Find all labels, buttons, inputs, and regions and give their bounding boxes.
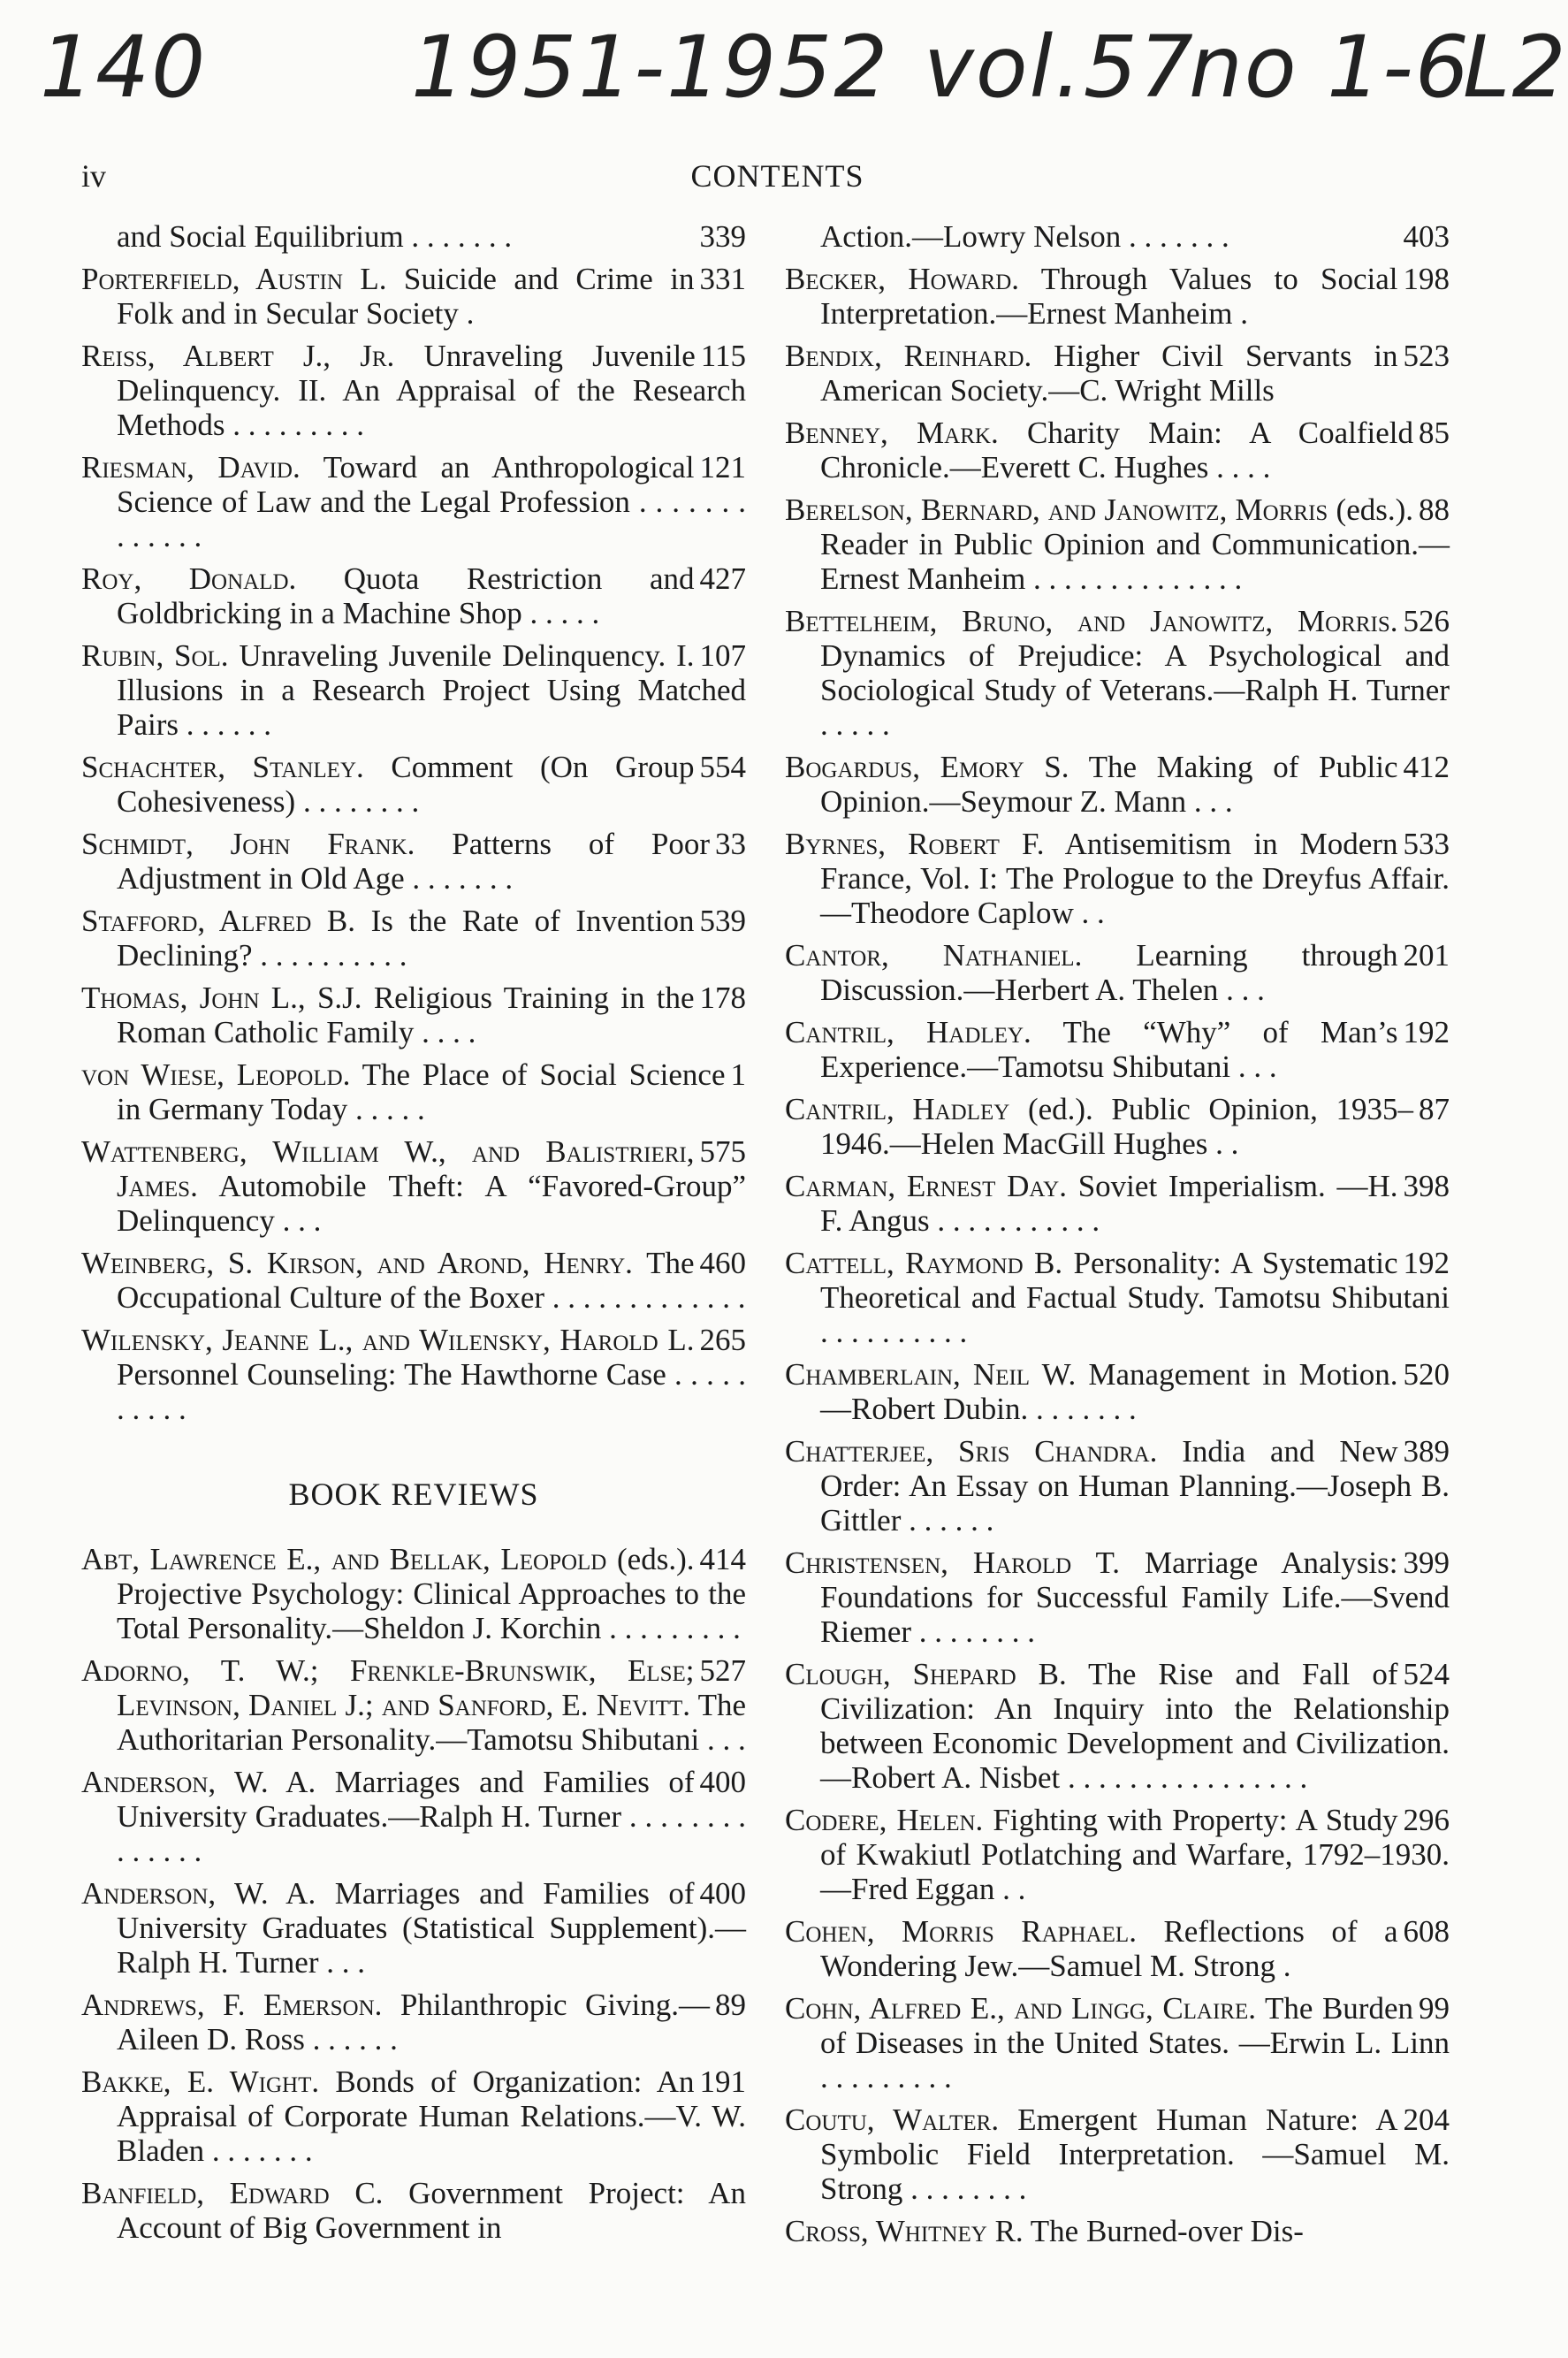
entry-author: Cantril, Hadley <box>785 1092 1010 1126</box>
entry-author: Anderson, W. A. <box>81 1876 316 1911</box>
entry-title: Dynamics of Prejudice: A Psychological and Sociological Study of Veterans.—Ralph H. Turner . . . . . <box>820 638 1450 742</box>
entry-author: Bettelheim, Bruno, and Janowitz, Morris. <box>785 604 1398 638</box>
handwriting-issues: no 1-6 <box>1189 18 1471 117</box>
page-folio: iv <box>81 158 107 194</box>
index-entry <box>81 904 746 973</box>
index-entry <box>81 1988 746 2057</box>
entry-title: Comment (On Group Cohesiveness) . . . . . . . . <box>117 750 695 819</box>
page-number: 399 <box>1403 1545 1450 1580</box>
entry-author: Bakke, E. Wight. <box>81 2064 320 2099</box>
index-entry <box>81 2176 746 2245</box>
page-number: 400 <box>699 1765 746 1799</box>
index-entry <box>785 1434 1450 1538</box>
entry-author: Berelson, Bernard, and Janowitz, Morris <box>785 492 1328 527</box>
entry-author: Porterfield, Austin L. <box>81 262 387 296</box>
entry-title: Quota Restriction and Goldbricking in a Machine Shop . . . . . <box>117 561 695 630</box>
index-entry <box>785 1991 1450 2095</box>
entry-title: Reflections of a Wondering Jew.—Samuel M. Strong . <box>820 1914 1398 1983</box>
entry-title: Bonds of Organization: An Appraisal of Corporate Human Relations.—V. W. Bladen . . . . . . . <box>117 2064 746 2168</box>
index-entry <box>785 1545 1450 1649</box>
entry-title: (eds.). Reader in Public Opinion and Communication.—Ernest Manheim . . . . . . . . . . . . . . <box>820 492 1450 596</box>
entry-author: Christensen, Harold T. <box>785 1545 1121 1580</box>
section-title-book-reviews: BOOK REVIEWS <box>288 1477 539 1512</box>
index-entry <box>81 827 746 896</box>
book-reviews-list-left <box>81 1542 746 2245</box>
entry-author: Abt, Lawrence E., and Bellak, Leopold <box>81 1542 607 1576</box>
page-number: 85 <box>1419 416 1450 450</box>
entry-author: Cohn, Alfred E., and Lingg, Claire. <box>785 1991 1257 2026</box>
index-entry <box>785 1357 1450 1426</box>
entry-author: Wilensky, Jeanne L., and Wilensky, Harold L. <box>81 1323 695 1357</box>
entry-title: Antisemitism in Modern France, Vol. I: The Prologue to the Dreyfus Affair.—Theodore Caplow . . <box>820 827 1450 930</box>
index-entry <box>785 1914 1450 1983</box>
page-number: 403 <box>1403 219 1450 254</box>
entry-author: von Wiese, Leopold. <box>81 1057 351 1092</box>
entry-title: Learning through Discussion.—Herbert A. Thelen . . . <box>820 938 1398 1007</box>
entry-title: Emergent Human Nature: A Symbolic Field Interpretation. —Samuel M. Strong . . . . . . . . <box>820 2102 1450 2206</box>
index-entry <box>81 1876 746 1980</box>
page-number: 460 <box>699 1246 746 1280</box>
entry-title: Is the Rate of Invention Declining? . . . . . . . . . . <box>117 904 695 973</box>
handwriting-number: 140 <box>40 18 208 117</box>
index-entry <box>81 750 746 819</box>
page-number: 331 <box>699 262 746 296</box>
index-entry <box>785 416 1450 485</box>
page-number: 527 <box>699 1653 746 1688</box>
index-entry <box>81 1653 746 1757</box>
entry-author: Codere, Helen. <box>785 1803 984 1837</box>
page-number: 1 <box>730 1057 746 1092</box>
index-entry <box>785 492 1450 596</box>
handwriting-volume: vol.57 <box>924 18 1195 117</box>
index-entry <box>81 1134 746 1238</box>
entry-author: Schmidt, John Frank. <box>81 827 415 861</box>
entry-author: Reiss, Albert J., Jr. <box>81 339 395 373</box>
page-number: 389 <box>1403 1434 1450 1469</box>
index-entry <box>785 262 1450 331</box>
entry-title: The Burned-over Dis- <box>1030 2214 1304 2248</box>
page-number: 520 <box>1403 1357 1450 1392</box>
entry-author: Carman, Ernest Day. <box>785 1169 1067 1203</box>
entry-author: Banfield, Edward C. <box>81 2176 384 2210</box>
entry-title: Automobile Theft: A “Favored-Group” Delinquency . . . <box>117 1169 746 1238</box>
index-entry <box>785 1092 1450 1161</box>
page-number: 575 <box>699 1134 746 1169</box>
entry-title: Patterns of Poor Adjustment in Old Age . . . . . . . <box>117 827 710 896</box>
index-entry <box>785 219 1450 254</box>
page-number: 398 <box>1403 1169 1450 1203</box>
entry-title: Philanthropic Giving.—Aileen D. Ross . . . . . . <box>117 1988 710 2057</box>
index-entry <box>785 1803 1450 1906</box>
entry-title: Action.—Lowry Nelson . . . . . . . <box>820 219 1229 254</box>
index-entry <box>81 1765 746 1868</box>
entry-author: Cross, Whitney R. <box>785 2214 1024 2248</box>
entry-author: Stafford, Alfred B. <box>81 904 355 938</box>
entry-title: Through Values to Social Interpretation.—Ernest Manheim . <box>820 262 1398 331</box>
index-entry <box>81 1246 746 1315</box>
page-number: 88 <box>1419 492 1450 527</box>
index-entry <box>81 638 746 742</box>
page-number: 121 <box>699 450 746 485</box>
entry-author: Chamberlain, Neil W. <box>785 1357 1077 1392</box>
entry-author: Roy, Donald. <box>81 561 297 596</box>
index-entry <box>785 339 1450 408</box>
entry-title: (eds.). Projective Psychology: Clinical Approaches to the Total Personality.—Sheldon J. Korchin . . . . . . . . . <box>117 1542 746 1645</box>
index-entry <box>785 2102 1450 2206</box>
page-number: 554 <box>699 750 746 784</box>
index-entry <box>785 1657 1450 1795</box>
entry-title: Unraveling Juvenile Delinquency. I. Illusions in a Research Project Using Matched Pairs . . . . . . <box>117 638 746 742</box>
entry-title: The Authoritarian Personality.—Tamotsu Shibutani . . . <box>117 1688 747 1757</box>
entry-author: Anderson, W. A. <box>81 1765 316 1799</box>
page-number: 339 <box>699 219 746 254</box>
entry-title: Higher Civil Servants in American Society.—C. Wright Mills <box>820 339 1398 408</box>
entry-author: Andrews, F. Emerson. <box>81 1988 383 2022</box>
index-entry <box>785 827 1450 930</box>
index-entry <box>81 219 746 254</box>
page-number: 87 <box>1419 1092 1450 1126</box>
entry-title: Toward an Anthropological Science of Law and the Legal Profession . . . . . . . . . . . . . <box>117 450 746 553</box>
page-number: 198 <box>1403 262 1450 296</box>
index-entry <box>785 2214 1450 2248</box>
entry-title: The Place of Social Science in Germany Today . . . . . <box>117 1057 726 1126</box>
page-number: 89 <box>715 1988 746 2022</box>
index-entry <box>785 1169 1450 1238</box>
index-entry <box>81 450 746 553</box>
entry-author: Clough, Shepard B. <box>785 1657 1067 1691</box>
entry-title: Fighting with Property: A Study of Kwakiutl Potlatching and Warfare, 1792–1930.—Fred Eggan . . <box>820 1803 1450 1906</box>
entry-author: Benney, Mark. <box>785 416 999 450</box>
index-entry <box>81 561 746 630</box>
entry-author: Becker, Howard. <box>785 262 1020 296</box>
page-number: 192 <box>1403 1015 1450 1049</box>
index-entry <box>785 604 1450 742</box>
entry-title: Personality: A Systematic Theoretical and Factual Study. Tamotsu Shibutani . . . . . . . . . . <box>820 1246 1450 1349</box>
entry-author: Thomas, John L., S.J. <box>81 981 362 1015</box>
entry-title: Management in Motion.—Robert Dubin. . . . . . . . <box>820 1357 1398 1426</box>
entry-title: Marriage Analysis: Foundations for Successful Family Life.—Svend Riemer . . . . . . . . <box>820 1545 1450 1649</box>
entry-title: The Burden of Diseases in the United States. —Erwin L. Linn . . . . . . . . . <box>820 1991 1450 2095</box>
page-number: 204 <box>1403 2102 1450 2137</box>
page-number: 412 <box>1403 750 1450 784</box>
page-number: 427 <box>699 561 746 596</box>
entry-title: Marriages and Families of University Graduates.—Ralph H. Turner . . . . . . . . . . . . . . <box>117 1765 746 1868</box>
entry-author: Byrnes, Robert F. <box>785 827 1045 861</box>
entry-title: The Occupational Culture of the Boxer . . . . . . . . . . . . . <box>117 1246 746 1315</box>
entry-title: India and New Order: An Essay on Human Planning.—Joseph B. Gittler . . . . . . <box>820 1434 1450 1538</box>
page-number: 414 <box>699 1542 746 1576</box>
page-number: 526 <box>1403 604 1450 638</box>
page-number: 608 <box>1403 1914 1450 1949</box>
entry-author: Bendix, Reinhard. <box>785 339 1032 373</box>
entry-title: The Making of Public Opinion.—Seymour Z. Mann . . . <box>820 750 1398 819</box>
index-entry <box>81 981 746 1049</box>
index-entry <box>81 262 746 331</box>
page-number: 192 <box>1403 1246 1450 1280</box>
index-entry <box>785 938 1450 1007</box>
entry-author: Cantor, Nathaniel. <box>785 938 1083 973</box>
page-number: 33 <box>715 827 746 861</box>
index-entry <box>81 2064 746 2168</box>
page-number: 115 <box>700 339 746 373</box>
index-entry <box>785 1015 1450 1084</box>
book-reviews-list-right <box>785 219 1450 2248</box>
index-entry <box>81 339 746 442</box>
entry-author: Coutu, Walter. <box>785 2102 1000 2137</box>
page-number: 201 <box>1403 938 1450 973</box>
entry-author: Rubin, Sol. <box>81 638 229 673</box>
entry-title: and Social Equilibrium . . . . . . . <box>117 219 513 254</box>
entry-author: Schachter, Stanley. <box>81 750 364 784</box>
page-number: 107 <box>699 638 746 673</box>
entry-title: Government Project: An Account of Big Government in <box>117 2176 747 2245</box>
page-number: 99 <box>1419 1991 1450 2026</box>
entry-author: Cohen, Morris Raphael. <box>785 1914 1137 1949</box>
index-entry <box>785 750 1450 819</box>
entry-title: Charity Main: A Coalfield Chronicle.—Everett C. Hughes . . . . <box>820 416 1414 485</box>
entry-author: Riesman, David. <box>81 450 301 485</box>
articles-list <box>81 219 746 1426</box>
page-number: 533 <box>1403 827 1450 861</box>
entry-title: The “Why” of Man’s Experience.—Tamotsu Shibutani . . . <box>820 1015 1398 1084</box>
entry-title: Soviet Imperialism. —H. F. Angus . . . . . . . . . . . <box>820 1169 1398 1238</box>
entry-title: Personnel Counseling: The Hawthorne Case . . . . . . . . . . <box>117 1357 746 1426</box>
entry-title: Marriages and Families of University Graduates (Statistical Supplement).—Ralph H. Turner . . . <box>117 1876 746 1980</box>
entry-title: Unraveling Juvenile Delinquency. II. An Appraisal of the Research Methods . . . . . . . . . <box>117 339 746 442</box>
right-column <box>785 219 1450 2256</box>
entry-title: The Rise and Fall of Civilization: An Inquiry into the Relationship between Economic Development and Civilization.—Robert A. Nisbet . . . . . . . . . . . . . . . . <box>820 1657 1450 1795</box>
entry-author: Adorno, T. W.; Frenkle-Brunswik, Else; Levinson, Daniel J.; and Sanford, E. Nevitt. <box>81 1653 695 1722</box>
handwritten-annotation <box>40 18 1568 124</box>
index-entry <box>81 1323 746 1426</box>
page-number: 296 <box>1403 1803 1450 1837</box>
handwriting-years: 1951-1952 <box>411 18 890 117</box>
entry-author: Weinberg, S. Kirson, and Arond, Henry. <box>81 1246 633 1280</box>
page-number: 265 <box>699 1323 746 1357</box>
page-number: 400 <box>699 1876 746 1911</box>
index-entry <box>785 1246 1450 1349</box>
entry-author: Cantril, Hadley. <box>785 1015 1031 1049</box>
entry-author: Bogardus, Emory S. <box>785 750 1069 784</box>
page-number: 524 <box>1403 1657 1450 1691</box>
left-column <box>81 219 746 2253</box>
page-number: 523 <box>1403 339 1450 373</box>
entry-author: Cattell, Raymond B. <box>785 1246 1063 1280</box>
running-head: CONTENTS <box>690 158 864 194</box>
entry-author: Chatterjee, Sris Chandra. <box>785 1434 1158 1469</box>
entry-title: Suicide and Crime in Folk and in Secular Society . <box>117 262 695 331</box>
index-entry <box>81 1057 746 1126</box>
page-number: 191 <box>699 2064 746 2099</box>
index-entry <box>81 1542 746 1645</box>
handwriting-shelfmark: L2 <box>1463 18 1568 117</box>
entry-author: Wattenberg, William W., and Balistrieri, James. <box>81 1134 695 1203</box>
page-number: 178 <box>699 981 746 1015</box>
entry-title: Religious Training in the Roman Catholic Family . . . . <box>117 981 695 1049</box>
page-number: 539 <box>699 904 746 938</box>
entry-title: (ed.). Public Opinion, 1935–1946.—Helen MacGill Hughes . . <box>820 1092 1413 1161</box>
